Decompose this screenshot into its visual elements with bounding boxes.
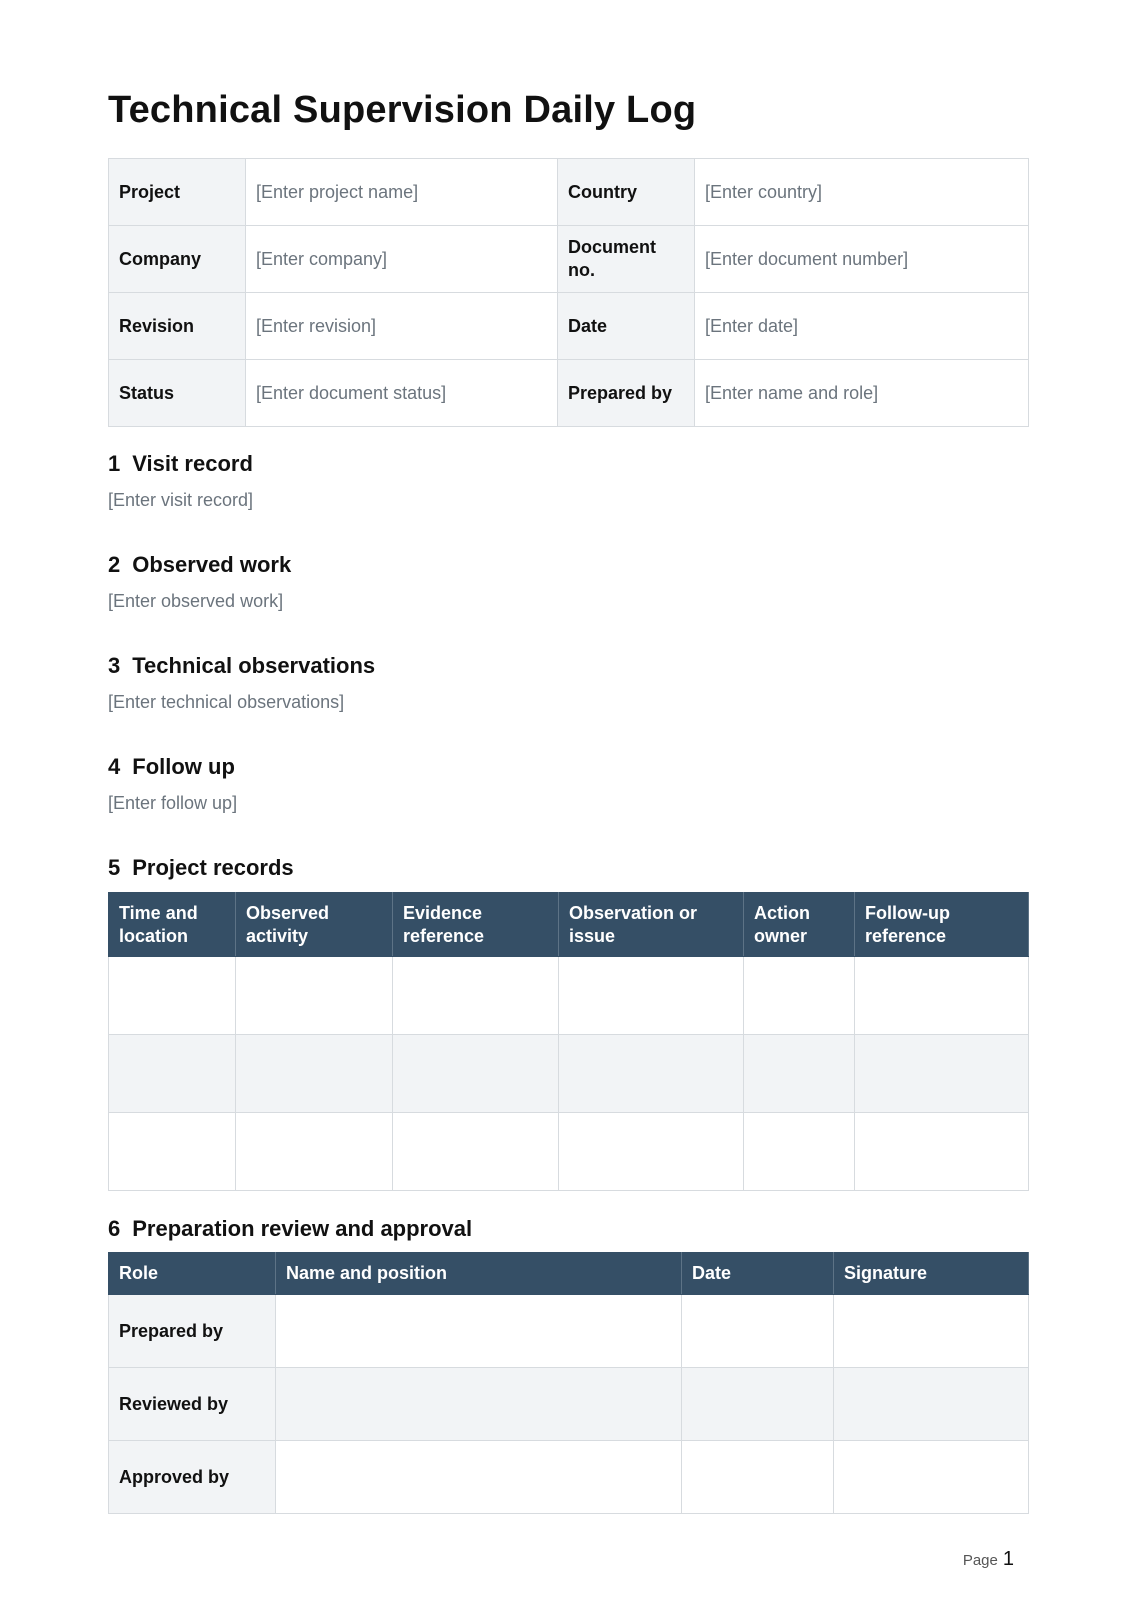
table-cell[interactable] <box>559 957 744 1035</box>
section-observed-work <box>108 551 291 613</box>
section-number: 3 <box>108 653 121 678</box>
info-label-status: Status <box>109 360 246 427</box>
table-cell[interactable] <box>393 957 559 1035</box>
section-number: 1 <box>108 451 121 476</box>
section-title: Follow up <box>132 754 235 779</box>
table-cell[interactable] <box>744 957 855 1035</box>
section-heading <box>108 753 237 781</box>
role-label: Prepared by <box>109 1295 276 1368</box>
column-header: Observed activity <box>236 893 393 957</box>
table-cell[interactable] <box>855 1035 1029 1113</box>
table-cell[interactable] <box>559 1035 744 1113</box>
table-cell[interactable] <box>744 1035 855 1113</box>
page-number: 1 <box>1002 1548 1014 1570</box>
section-title: Observed work <box>132 552 292 577</box>
table-cell[interactable] <box>393 1035 559 1113</box>
info-label-document-no: Document no. <box>558 226 695 293</box>
table-cell[interactable] <box>393 1113 559 1191</box>
table-cell[interactable] <box>855 1113 1029 1191</box>
country-field[interactable]: [Enter country] <box>695 159 1029 226</box>
project-name-field[interactable]: [Enter project name] <box>246 159 558 226</box>
name-position-cell[interactable] <box>276 1368 682 1441</box>
signature-cell[interactable] <box>834 1441 1029 1514</box>
info-label-prepared-by: Prepared by <box>558 360 695 427</box>
section-heading <box>108 551 291 579</box>
table-cell[interactable] <box>855 957 1029 1035</box>
signature-cell[interactable] <box>834 1368 1029 1441</box>
column-header: Date <box>682 1253 834 1295</box>
table-cell[interactable] <box>109 1113 236 1191</box>
section-title: Project records <box>132 855 294 880</box>
page-label: Page <box>962 1552 998 1569</box>
name-position-cell[interactable] <box>276 1295 682 1368</box>
section-heading <box>108 854 294 882</box>
table-cell[interactable] <box>236 1035 393 1113</box>
column-header: Time and location <box>109 893 236 957</box>
revision-field[interactable]: [Enter revision] <box>246 293 558 360</box>
document-title: Technical Supervision Daily Log <box>108 89 697 131</box>
visit-record-field[interactable]: [Enter visit record] <box>108 490 254 510</box>
project-records-table <box>108 892 1029 1191</box>
section-visit-record <box>108 450 253 512</box>
date-cell[interactable] <box>682 1368 834 1441</box>
table-cell[interactable] <box>236 957 393 1035</box>
table-cell[interactable] <box>109 1035 236 1113</box>
role-label: Reviewed by <box>109 1368 276 1441</box>
document-info-table <box>108 158 1029 427</box>
signature-cell[interactable] <box>834 1295 1029 1368</box>
column-header: Action owner <box>744 893 855 957</box>
date-cell[interactable] <box>682 1441 834 1514</box>
observed-work-field[interactable]: [Enter observed work] <box>108 591 284 611</box>
section-heading <box>108 450 253 478</box>
section-title: Technical observations <box>132 653 376 678</box>
approval-table <box>108 1252 1029 1514</box>
name-position-cell[interactable] <box>276 1441 682 1514</box>
column-header: Evidence reference <box>393 893 559 957</box>
table-cell[interactable] <box>744 1113 855 1191</box>
approval-row-approved <box>109 1441 1029 1514</box>
section-number: 5 <box>108 855 121 880</box>
prepared-by-field[interactable]: [Enter name and role] <box>695 360 1029 427</box>
approval-row-prepared <box>109 1295 1029 1368</box>
table-header-row <box>109 1253 1029 1295</box>
section-technical-observations <box>108 652 375 714</box>
table-header-row <box>109 893 1029 957</box>
info-label-country: Country <box>558 159 695 226</box>
column-header: Name and position <box>276 1253 682 1295</box>
table-row <box>109 1113 1029 1191</box>
role-label: Approved by <box>109 1441 276 1514</box>
section-number: 2 <box>108 552 121 577</box>
info-label-project: Project <box>109 159 246 226</box>
table-row <box>109 1035 1029 1113</box>
section-title: Visit record <box>132 451 253 476</box>
status-field[interactable]: [Enter document status] <box>246 360 558 427</box>
info-row <box>109 159 1029 226</box>
info-label-revision: Revision <box>109 293 246 360</box>
page-footer <box>963 1548 1014 1571</box>
section-number: 6 <box>108 1216 121 1241</box>
column-header: Role <box>109 1253 276 1295</box>
date-field[interactable]: [Enter date] <box>695 293 1029 360</box>
info-label-date: Date <box>558 293 695 360</box>
column-header: Signature <box>834 1253 1029 1295</box>
technical-observations-field[interactable]: [Enter technical observations] <box>108 692 345 712</box>
info-row <box>109 293 1029 360</box>
info-row <box>109 360 1029 427</box>
info-row <box>109 226 1029 293</box>
follow-up-field[interactable]: [Enter follow up] <box>108 793 238 813</box>
section-heading <box>108 652 375 680</box>
section-follow-up <box>108 753 237 815</box>
section-project-records <box>108 854 294 882</box>
table-cell[interactable] <box>559 1113 744 1191</box>
column-header: Observation or issue <box>559 893 744 957</box>
section-approval <box>108 1215 472 1243</box>
company-field[interactable]: [Enter company] <box>246 226 558 293</box>
document-number-field[interactable]: [Enter document number] <box>695 226 1029 293</box>
section-title: Preparation review and approval <box>132 1216 473 1241</box>
date-cell[interactable] <box>682 1295 834 1368</box>
approval-row-reviewed <box>109 1368 1029 1441</box>
table-row <box>109 957 1029 1035</box>
section-number: 4 <box>108 754 121 779</box>
section-heading <box>108 1215 472 1243</box>
table-cell[interactable] <box>236 1113 393 1191</box>
column-header: Follow-up reference <box>855 893 1029 957</box>
info-label-company: Company <box>109 226 246 293</box>
table-cell[interactable] <box>109 957 236 1035</box>
